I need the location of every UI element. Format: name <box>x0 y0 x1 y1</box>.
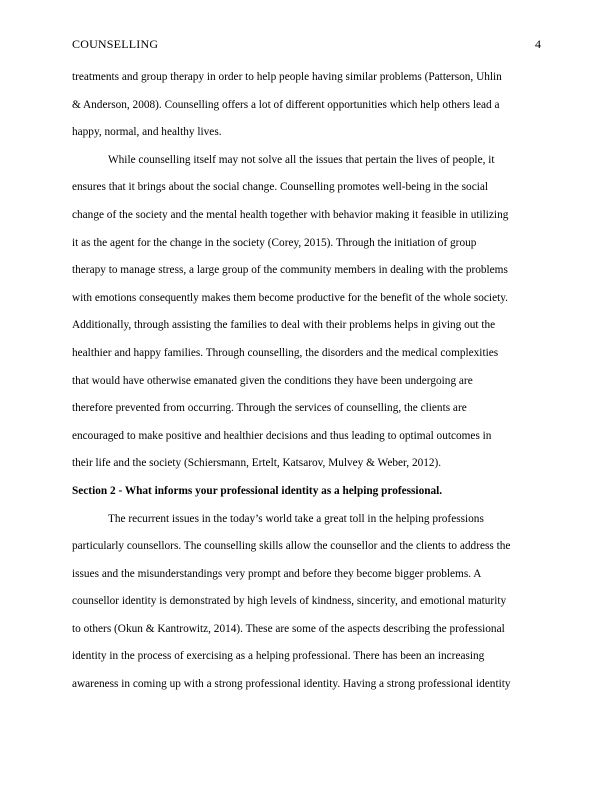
text-line: happy, normal, and healthy lives. <box>72 126 222 139</box>
text-line: ensures that it brings about the social change. Counselling promotes well-being in the social <box>72 181 489 194</box>
text-line: awareness in coming up with a strong professional identity. Having a strong professional identity <box>72 678 511 691</box>
text-line: treatments and group therapy in order to help people having similar problems (Patterson, Uhlin <box>72 71 502 83</box>
text-line: encouraged to make positive and healthier decisions and thus leading to optimal outcomes in <box>72 429 492 442</box>
text-line: identity in the process of exercising as a helping professional. There has been an increasing <box>72 650 485 663</box>
text-line: to others (Okun & Kantrowitz, 2014). These are some of the aspects describing the professional <box>72 622 505 635</box>
paragraph-professional-identity <box>72 506 542 699</box>
running-head: COUNSELLING <box>72 37 159 51</box>
text-line: that would have otherwise emanated given the conditions they have been undergoing are <box>72 374 473 387</box>
document-body <box>72 64 542 699</box>
paragraph-social-change <box>72 147 542 478</box>
text-line: counsellor identity is demonstrated by high levels of kindness, sincerity, and emotional maturity <box>72 595 507 608</box>
text-line: therapy to manage stress, a large group of the community members in dealing with the problems <box>72 264 508 277</box>
text-line: While counselling itself may not solve all the issues that pertain the lives of people, it <box>108 153 495 166</box>
text-line: with emotions consequently makes them become productive for the benefit of the whole society. <box>72 291 508 304</box>
text-line: Additionally, through assisting the families to deal with their problems helps in giving out the <box>72 319 496 332</box>
text-line: issues and the misunderstandings very prompt and before they become bigger problems. A <box>72 567 482 580</box>
text-line: The recurrent issues in the today’s world take a great toll in the helping professions <box>108 512 484 525</box>
paragraph-continued <box>72 64 542 147</box>
section-heading: Section 2 - What informs your professional identity as a helping professional. <box>72 484 443 497</box>
page-number: 4 <box>535 37 541 51</box>
text-line: change of the society and the mental health together with behavior making it feasible in utilizing <box>72 208 509 221</box>
text-line: particularly counsellors. The counselling skills allow the counsellor and the clients to address the <box>72 540 511 553</box>
text-line: therefore prevented from occurring. Through the services of counselling, the clients are <box>72 402 467 415</box>
text-line: it as the agent for the change in the society (Corey, 2015). Through the initiation of group <box>72 236 477 249</box>
text-line: their life and the society (Schiersmann, Ertelt, Katsarov, Mulvey & Weber, 2012). <box>72 457 442 470</box>
text-line: & Anderson, 2008). Counselling offers a lot of different opportunities which help others lead a <box>72 98 500 111</box>
text-line: healthier and happy families. Through counselling, the disorders and the medical complexities <box>72 346 499 359</box>
